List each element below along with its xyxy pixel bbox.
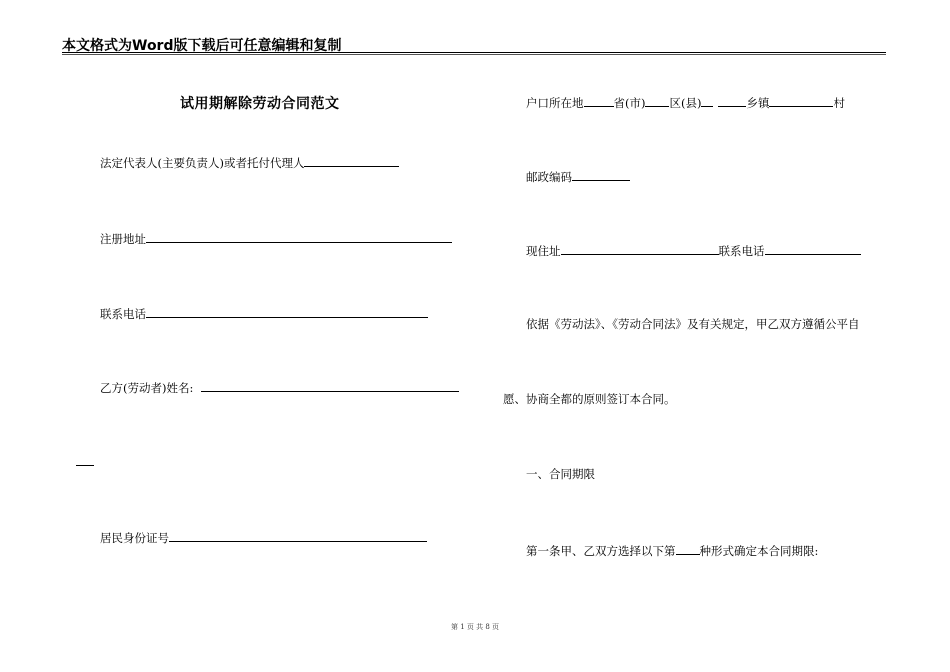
postcode-blank bbox=[572, 168, 630, 181]
township-blank bbox=[718, 94, 746, 107]
township-label: 乡镇 bbox=[746, 96, 770, 110]
contact-phone-label: 联系电话 bbox=[718, 244, 765, 258]
basis-line-2: 愿、协商全都的原则签订本合同。 bbox=[503, 392, 676, 406]
phone-blank bbox=[146, 305, 428, 318]
header-banner: 本文格式为Word版下载后可任意编辑和复制 bbox=[62, 38, 342, 54]
document-title: 试用期解除劳动合同范文 bbox=[180, 96, 340, 112]
province-label: 省(市) bbox=[613, 96, 646, 110]
address-label: 注册地址 bbox=[100, 232, 146, 246]
district-blank-2 bbox=[701, 94, 713, 107]
legal-rep-line bbox=[100, 154, 399, 170]
postcode-label: 邮政编码 bbox=[526, 170, 572, 184]
header-rule bbox=[62, 52, 886, 53]
section-1-heading: 一、合同期限 bbox=[526, 467, 595, 481]
article-1-line bbox=[526, 542, 818, 558]
village-blank bbox=[769, 94, 833, 107]
page-footer: 第 1 页 共 8 页 bbox=[450, 623, 500, 631]
party-b-name-label: 乙方(劳动者)姓名: bbox=[100, 381, 194, 395]
article-1-prefix: 第一条甲、乙双方选择以下第 bbox=[526, 544, 676, 558]
article-1-blank bbox=[676, 542, 700, 555]
current-address-label: 现住址 bbox=[526, 244, 561, 258]
header-rule-secondary bbox=[62, 54, 886, 55]
party-b-name-blank bbox=[201, 379, 459, 392]
phone-line bbox=[100, 305, 428, 321]
current-address-line bbox=[526, 242, 861, 258]
article-1-suffix: 种形式确定本合同期限: bbox=[699, 544, 819, 558]
id-number-line bbox=[100, 529, 427, 545]
basis-line-1: 依据《劳动法》、《劳动合同法》及有关规定，甲乙双方遵循公平自 bbox=[526, 317, 860, 331]
continuation-blank bbox=[76, 465, 94, 466]
legal-rep-label: 法定代表人(主要负责人)或者托付代理人 bbox=[100, 156, 305, 170]
party-b-name-line bbox=[100, 379, 459, 395]
contact-phone-blank bbox=[765, 242, 861, 255]
village-label: 村 bbox=[833, 96, 845, 110]
province-blank bbox=[584, 94, 614, 107]
address-line bbox=[100, 230, 452, 246]
hukou-label: 户口所在地 bbox=[526, 96, 584, 110]
district-blank bbox=[645, 94, 669, 107]
current-address-blank bbox=[561, 242, 719, 255]
hukou-line bbox=[526, 94, 845, 110]
id-number-label: 居民身份证号 bbox=[100, 531, 169, 545]
legal-rep-blank bbox=[304, 154, 399, 167]
id-number-blank bbox=[169, 529, 427, 542]
address-blank bbox=[146, 230, 452, 243]
postcode-line bbox=[526, 168, 630, 184]
phone-label: 联系电话 bbox=[100, 307, 146, 321]
district-label: 区(县) bbox=[669, 96, 702, 110]
